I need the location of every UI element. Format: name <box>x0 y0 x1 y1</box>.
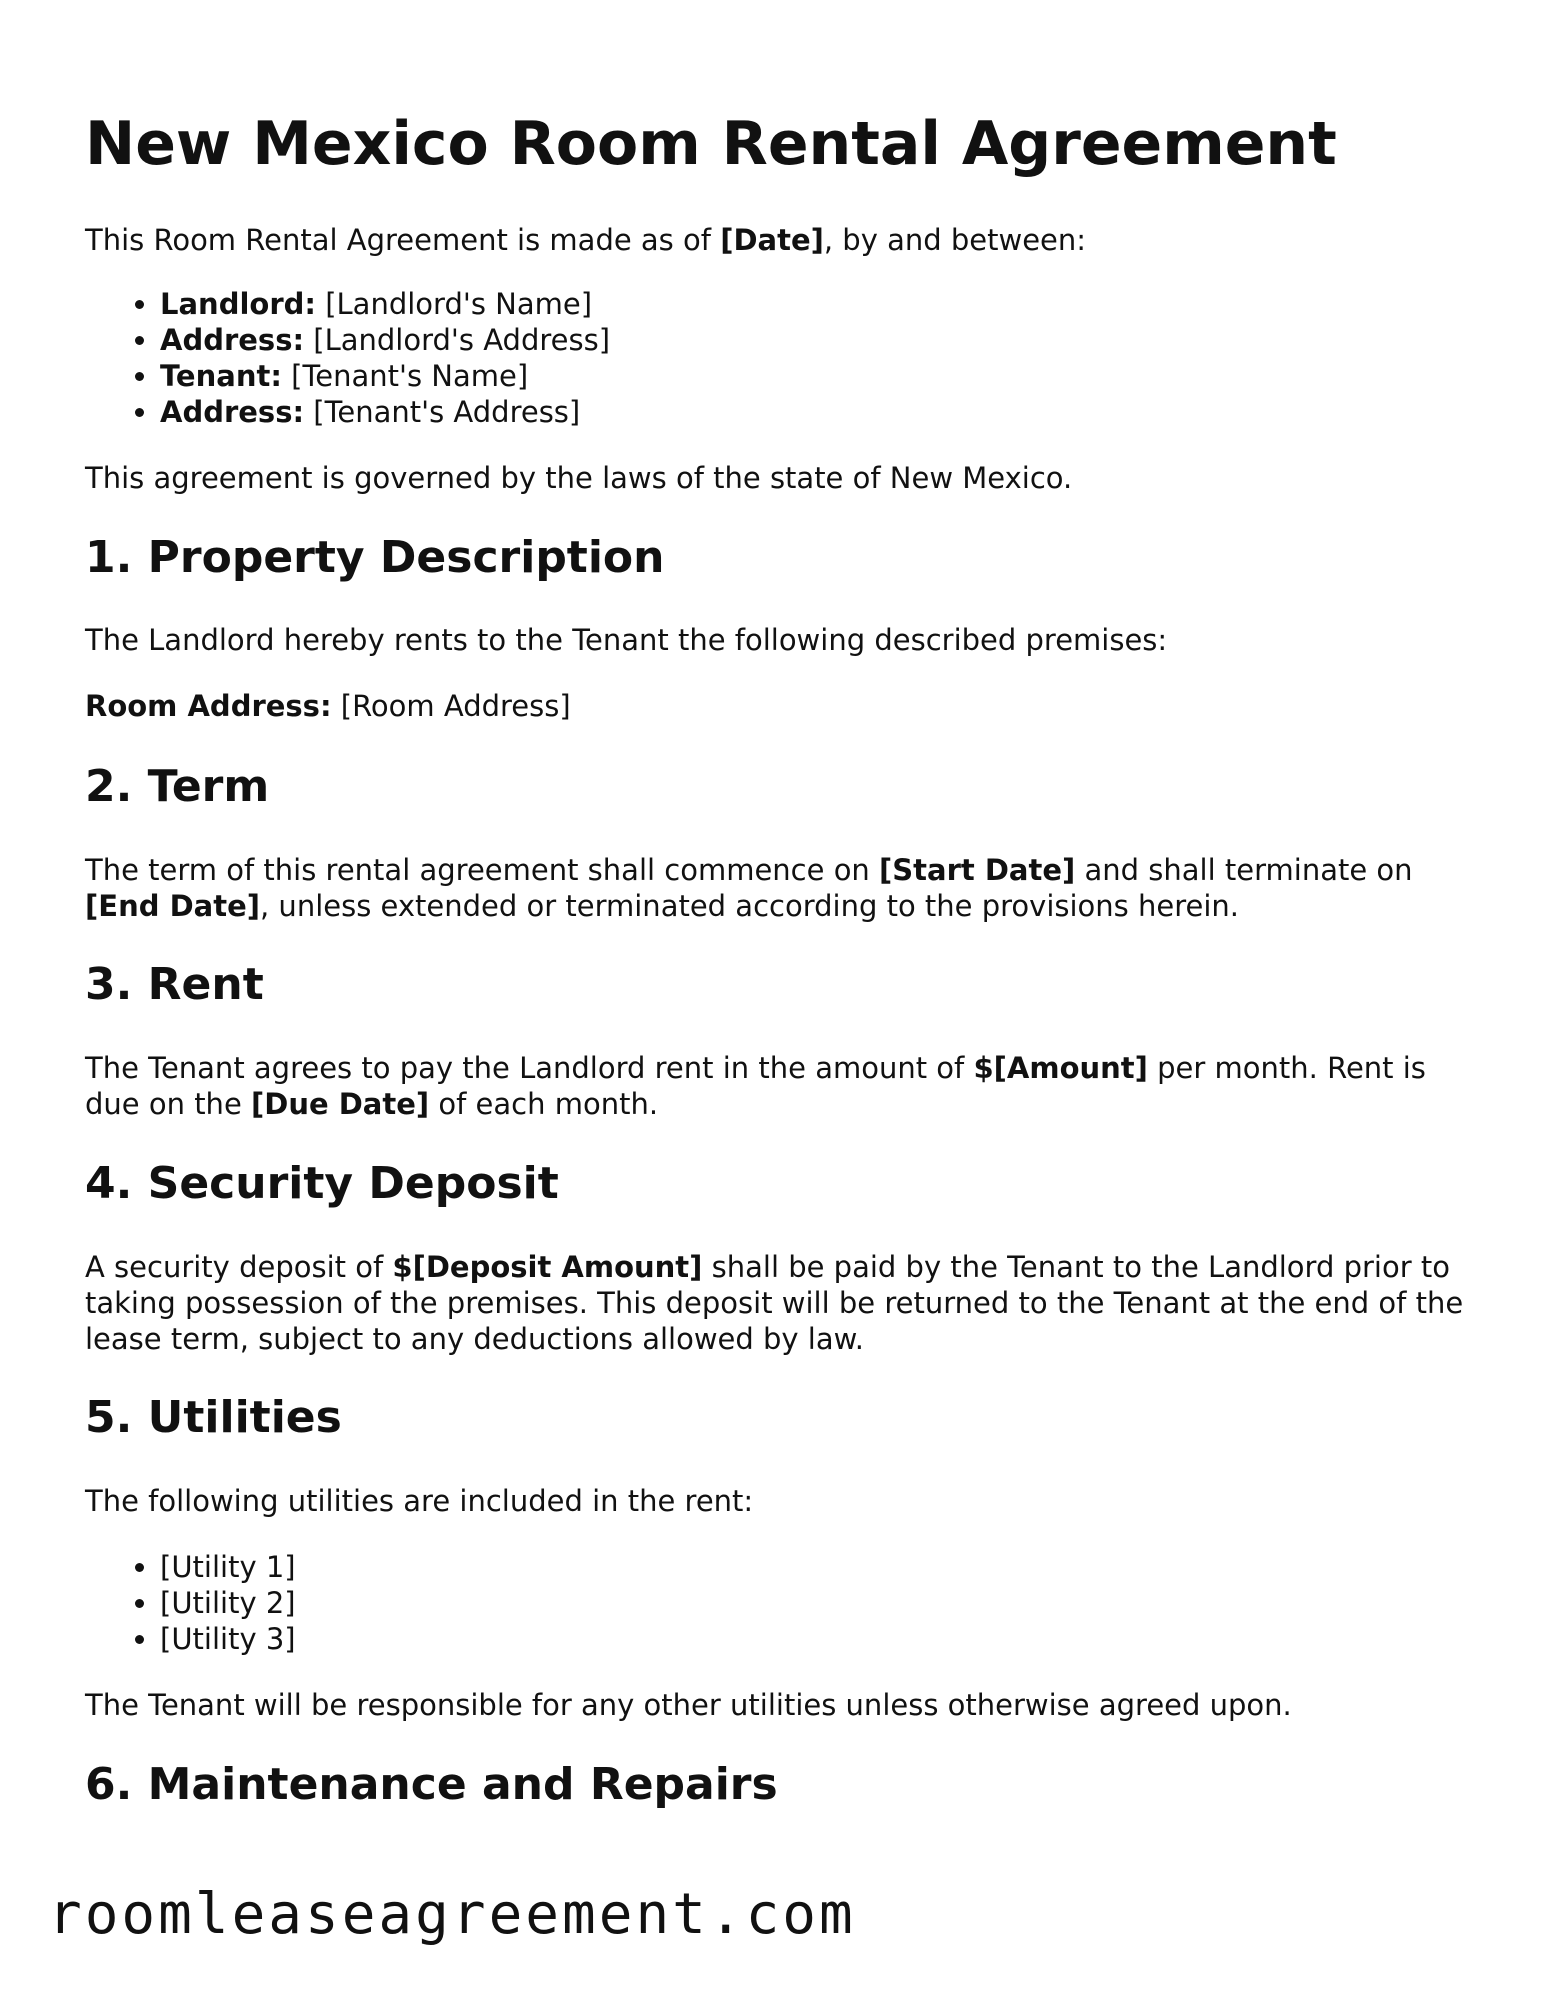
section-heading-maintenance: 6. Maintenance and Repairs <box>85 1759 778 1810</box>
property-paragraph: The Landlord hereby rents to the Tenant the following described premises: <box>85 623 1168 657</box>
utilities-note: The Tenant will be responsible for any other utilities unless otherwise agreed upon. <box>85 1688 1292 1722</box>
document-title: New Mexico Room Rental Agreement <box>85 109 1337 179</box>
start-date: [Start Date] <box>879 853 1076 887</box>
intro-paragraph: This Room Rental Agreement is made as of [Date], by and between: <box>85 223 1087 257</box>
section-heading-rent: 3. Rent <box>85 959 264 1010</box>
agreement-date: [Date] <box>720 223 824 257</box>
utilities-paragraph: The following utilities are included in the rent: <box>85 1484 754 1518</box>
rent-amount: $[Amount] <box>973 1051 1148 1085</box>
utility-item: • [Utility 1] <box>160 1549 296 1585</box>
section-heading-utilities: 5. Utilities <box>85 1392 342 1443</box>
governing-law-paragraph: This agreement is governed by the laws of the state of New Mexico. <box>85 461 1073 495</box>
party-landlord-name: • Landlord: [Landlord's Name] <box>160 286 610 322</box>
rent-due-date: [Due Date] <box>251 1087 430 1121</box>
party-landlord-address: • Address: [Landlord's Address] <box>160 322 610 358</box>
utility-item: • [Utility 2] <box>160 1585 296 1621</box>
rent-paragraph: The Tenant agrees to pay the Landlord rent in the amount of $[Amount] per month. Rent is due on the [Due Date] of each month. <box>85 1051 1426 1121</box>
section-heading-property: 1. Property Description <box>85 532 665 583</box>
section-heading-term: 2. Term <box>85 761 270 812</box>
utilities-list <box>85 1549 296 1657</box>
room-address-line: Room Address: [Room Address] <box>85 689 571 723</box>
section-heading-deposit: 4. Security Deposit <box>85 1158 559 1209</box>
deposit-paragraph: A security deposit of $[Deposit Amount] shall be paid by the Tenant to the Landlord prior to taking possession of the premises. This deposit will be returned to the Tenant at the end of the lease term, subject to any deductions allowed by law. <box>85 1250 1464 1356</box>
party-tenant-name: • Tenant: [Tenant's Name] <box>160 358 610 394</box>
parties-list <box>85 286 610 430</box>
end-date: [End Date] <box>85 889 260 923</box>
utility-item: • [Utility 3] <box>160 1621 296 1657</box>
deposit-amount: $[Deposit Amount] <box>392 1250 703 1284</box>
party-tenant-address: • Address: [Tenant's Address] <box>160 394 610 430</box>
term-paragraph: The term of this rental agreement shall commence on [Start Date] and shall terminate on [End Date], unless extended or terminated according to the provisions herein. <box>85 853 1413 923</box>
site-watermark: roomleaseagreement.com <box>48 1882 856 1947</box>
